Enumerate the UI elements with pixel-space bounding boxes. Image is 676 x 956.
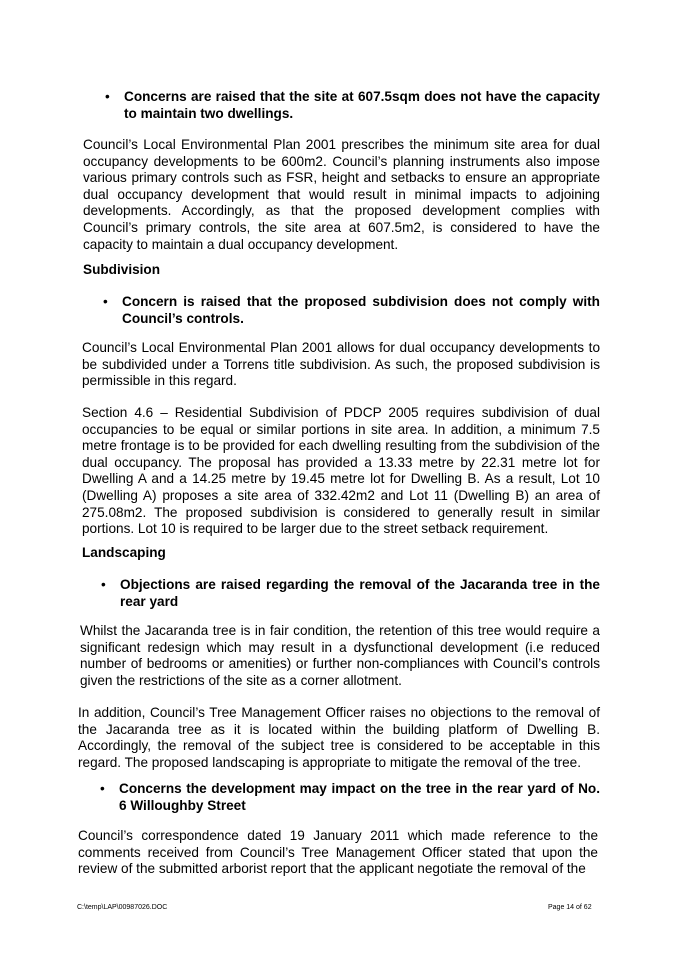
bullet-symbol: • [101, 577, 106, 592]
paragraph-jacaranda-condition: Whilst the Jacaranda tree is in fair condition, the retention of this tree would require a significant redesign which may result in a dysfunctional development (i.e reduced number of bedrooms or amenities) or further non-compliances with Council’s controls given the restrictions of the site as a corner allotment. [80, 623, 600, 688]
bullet-symbol: • [105, 89, 110, 104]
paragraph-tree-officer: In addition, Council’s Tree Management Officer raises no objections to the removal of the Jacaranda tree as it is located within the building platform of Dwelling B. Accordingly, the removal of the subject tree is considered to be acceptable in this regard. The proposed landscaping is appropriate to mitigate the removal of the tree. [78, 705, 600, 770]
bullet-symbol: • [100, 781, 105, 796]
paragraph-site-area: Council’s Local Environmental Plan 2001 prescribes the minimum site area for dual occupancy developments to be 600m2. Council’s planning instruments also impose various primary controls such as FSR, height and setbacks to ensure an appropriate dual occupancy development that would result in minimal impacts to adjoining developments. Accordingly, as that the proposed development complies with Council’s primary controls, the site area at 607.5m2, is considered to have the capacity to maintain a dual occupancy development. [83, 137, 600, 252]
paragraph-torrens-title: Council’s Local Environmental Plan 2001 allows for dual occupancy developments to be subdivided under a Torrens title subdivision. As such, the proposed subdivision is permissible in this regard. [82, 340, 600, 389]
bullet-text: Concerns are raised that the site at 607.5sqm does not have the capacity to maintain two dwellings. [124, 89, 600, 121]
footer-page-number: Page 14 of 62 [548, 904, 592, 911]
bullet-symbol: • [103, 294, 108, 309]
heading-subdivision: Subdivision [83, 262, 161, 277]
bullet-concern-subdivision [103, 294, 600, 327]
paragraph-correspondence: Council’s correspondence dated 19 January 2011 which made reference to the comments received from Council’s Tree Management Officer stated that upon the review of the submitted arborist report that the applicant negotiate the removal of the [78, 828, 598, 877]
heading-landscaping: Landscaping [82, 545, 166, 560]
bullet-text: Concerns the development may impact on the tree in the rear yard of No. 6 Willoughby Street [119, 781, 600, 813]
bullet-objection-jacaranda [101, 577, 600, 610]
bullet-text: Concern is raised that the proposed subdivision does not comply with Council’s controls. [122, 294, 600, 326]
bullet-concern-site-capacity [105, 89, 600, 122]
footer-file-path: C:\temp\LAP\00987026.DOC [77, 904, 168, 911]
paragraph-section-4-6: Section 4.6 – Residential Subdivision of PDCP 2005 requires subdivision of dual occupancies to be equal or similar portions in site area. In addition, a minimum 7.5 metre frontage is to be provided for each dwelling resulting from the subdivision of the dual occupancy. The proposal has provided a 13.33 metre by 22.31 metre lot for Dwelling A and a 14.25 metre by 19.45 metre lot for Dwelling B. As a result, Lot 10 (Dwelling A) proposes a site area of 332.42m2 and Lot 11 (Dwelling B) an area of 275.08m2. The proposed subdivision is considered to generally result in similar portions. Lot 10 is required to be larger due to the street setback requirement. [82, 405, 600, 537]
bullet-text: Objections are raised regarding the removal of the Jacaranda tree in the rear yard [120, 577, 600, 609]
bullet-concern-neighbour-tree [100, 781, 600, 814]
